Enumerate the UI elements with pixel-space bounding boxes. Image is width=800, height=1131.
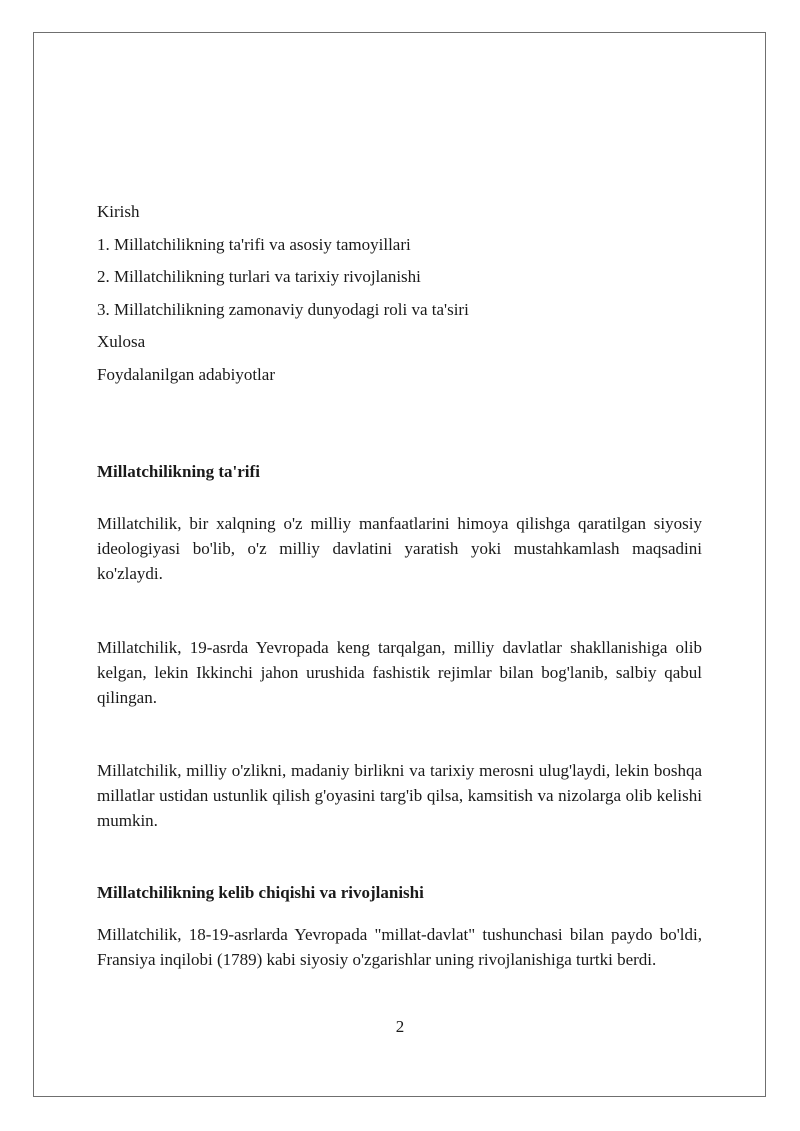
paragraph: Millatchilik, bir xalqning o'z milliy manfaatlarini himoya qilishga qaratilgan siyosiy ideologiyasi bo'lib, o'z milliy davlatini yaratish yoki mustahkamlash maqsadini ko'zlaydi.: [97, 514, 702, 583]
section-heading-definition: Millatchilikning ta'rifi: [97, 462, 260, 481]
toc-item-chapter-1: 1. Millatchilikning ta'rifi va asosiy tamoyillari: [97, 234, 411, 254]
section-heading-origin: Millatchilikning kelib chiqishi va rivojlanishi: [97, 883, 424, 902]
toc-item-introduction: Kirish: [97, 202, 140, 221]
toc-item-chapter-2: 2. Millatchilikning turlari va tarixiy rivojlanishi: [97, 267, 421, 287]
toc-item-chapter-3: 3. Millatchilikning zamonaviy dunyodagi roli va ta'siri: [97, 299, 469, 319]
table-of-contents: [97, 199, 702, 395]
page-number: 2: [395, 1017, 405, 1036]
paragraph: Millatchilik, milliy o'zlikni, madaniy birlikni va tarixiy merosni ulug'laydi, lekin boshqa millatlar ustidan ustunlik qilish g'oyasini targ'ib qilsa, kamsitish va nizolarga olib kelishi mumkin.: [97, 761, 702, 830]
paragraph: Millatchilik, 18-19-asrlarda Yevropada "millat-davlat" tushunchasi bilan paydo bo'ldi, Fransiya inqilobi (1789) kabi siyosiy o'zgarishlar uning rivojlanishiga turtki berdi.: [97, 925, 702, 969]
paragraph: Millatchilik, 19-asrda Yevropada keng tarqalgan, milliy davlatlar shakllanishiga olib kelgan, lekin Ikkinchi jahon urushida fashistik rejimlar bilan bog'lanib, salbiy qabul qilingan.: [97, 638, 702, 707]
toc-item-conclusion: Xulosa: [97, 332, 146, 352]
toc-item-references: Foydalanilgan adabiyotlar: [97, 364, 275, 384]
